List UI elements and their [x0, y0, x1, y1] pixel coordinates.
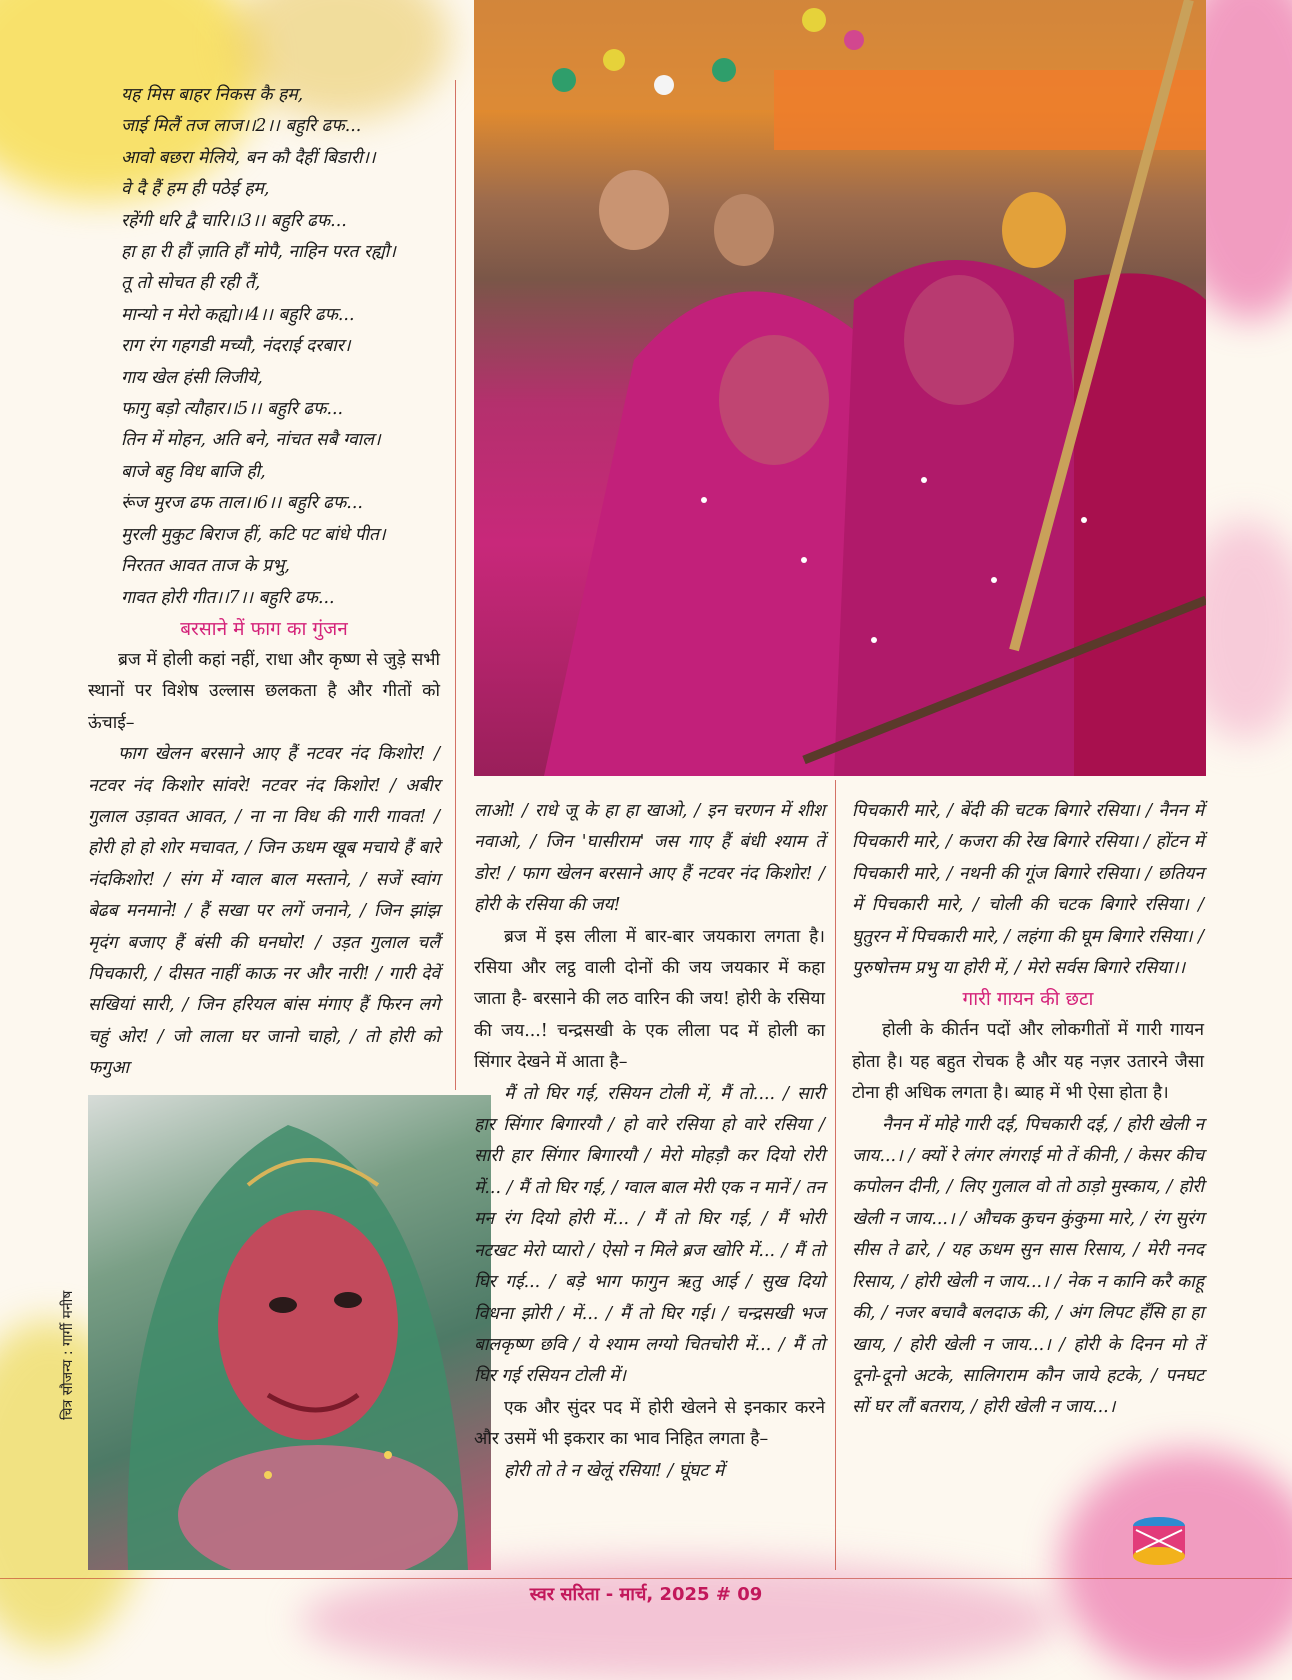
column-3: [852, 796, 1204, 1424]
verse-line: वे दै हैं हम ही पठेई हम,: [121, 179, 270, 200]
footer-separator: -: [599, 1584, 620, 1605]
page-footer: [0, 1582, 1292, 1612]
drum-icon: [1128, 1512, 1190, 1568]
section-heading: बरसाने में फाग का गुंजन: [180, 617, 348, 640]
page-number: 09: [737, 1584, 763, 1605]
photo-credit: चित्र सौजन्य : गार्गी मनीष: [60, 1290, 76, 1420]
verse-line: गावत होरी गीत।।7।। बहुरि ढफ...: [121, 587, 335, 608]
song-text: लाओ! / राधे जू के हा हा खाओ, / इन चरणन में शीश नवाओ, / जिन 'घासीराम' जस गाए हैं बंधी श्याम तें डोर! / फाग खेलन बरसाने आए हैं नटवर नंद किशोर! / होरी के रसिया की जय!: [474, 801, 825, 916]
verse-line: तिन में मोहन, अति बने, नांचत सबै ग्वाल।: [121, 430, 381, 451]
photo-illustration: [88, 1095, 491, 1570]
verse-line: गाय खेल हंसी लिजीये,: [121, 367, 263, 388]
photo-illustration: [474, 0, 1206, 776]
song-text: मैं तो घिर गई, रसियन टोली में, मैं तो.... / सारी हार सिंगार बिगारयौ / हो वारे रसिया हो वारे रसिया / सारी हार सिंगार बिगारयौ / मेरो मोहड़ौ कर दियो रोरी में... / मैं तो घिर गई, / ग्वाल बाल मेरी एक न मानें / तन मन रंग दियो होरी में... / मैं तो घिर गई, / मैं भोरी नटखट मेरो प्यारो / ऐसो न मिले ब्रज खोरि में... / मैं तो घिर गई... / बड़े भाग फागुन ऋतु आई / सुख दियो विधना झोरी / में... / मैं तो घिर गई। / चन्द्रसखी भज बालकृष्ण छवि / ये श्याम लग्यो चितचोरी में... / मैं तो घिर गई रसियन टोली में।: [474, 1083, 825, 1387]
verse-line: मुरली मुकुट बिराज हीं, कटि पट बांधे पीत।: [121, 524, 386, 545]
song-text: फाग खेलन बरसाने आए हैं नटवर नंद किशोर! / नटवर नंद किशोर सांवरे! नटवर नंद किशोर! / अबीर गुलाल उड़ावत आवत, / ना ना विध की गारी गावत! / होरी हो हो शोर मचावत, / जिन ऊधम खूब मचाये हैं बारे नंदकिशोर! / संग में ग्वाल बाल मस्ताने, / सजें स्वांग बेढब मनमाने! / हैं सखा पर लगें जनाने, / जिन झांझ मृदंग बजाए हैं बंसी की घनघोर! / उड़त गुलाल चलैं पिचकारी, / दीसत नाहीं काऊ नर और नारी! / गारी देवें सखियां सारी, / जिन हरियल बांस मंगाए हैं फिरन लगे चहुं ओर! / जो लाला घर जानो चाहो, / तो होरी को फगुआ: [88, 744, 440, 1079]
column-2: [474, 796, 825, 1487]
verse-line: रूंज मुरज ढफ ताल।।6।। बहुरि ढफ...: [121, 493, 363, 514]
body-paragraph: एक और सुंदर पद में होरी खेलने से इनकार करने और उसमें भी इकरार का भाव निहित लगता है–: [474, 1397, 825, 1450]
footer-hash: #: [709, 1584, 738, 1605]
verse-line: आवो बछरा मेलिये, बन कौ दैहीं बिडारी।।: [121, 147, 376, 168]
song-text: होरी तो ते न खेलूं रसिया! / घूंघट में: [504, 1460, 725, 1481]
song-text: नैनन में मोहे गारी दई, पिचकारी दई, / होरी खेली न जाय...। / क्यों रे लंगर लंगराई मो तें कीनी, / केसर कीच कपोलन दीनी, / लिए गुलाल वो तो ठाड़ो मुस्काय, / होरी खेली न जाय...। / औचक कुचन कुंकुमा मारे, / रंग सुरंग सीस ते ढारे, / यह ऊधम सुन सास रिसाय, / मेरी ननद रिसाय, / होरी खेली न जाय...। / नेक न कानि करै काहू की, / नजर बचावै बलदाऊ की, / अंग लिपट हँसि हा हा खाय, / होरी खेली न जाय...। / होरी के दिनन मो तें दूनो-दूनो अटके, सालिगराम कौन जाये हटके, / पनघट सों घर लौं बतराय, / होरी खेली न जाय...।: [852, 1114, 1204, 1418]
issue-date: मार्च, 2025: [619, 1584, 710, 1605]
magazine-title: स्वर सरिता: [529, 1584, 600, 1605]
verse-line: फागु बड़ो त्यौहार।।5।। बहुरि ढफ...: [121, 399, 344, 420]
verse-line: निरतत आवत ताज के प्रभु,: [121, 556, 290, 577]
verse-line: तू तो सोचत ही रही तैं,: [121, 273, 261, 294]
body-paragraph: ब्रज में होली कहां नहीं, राधा और कृष्ण से जुड़े सभी स्थानों पर विशेष उल्लास छलकता है और गीतों को ऊंचाई–: [88, 649, 440, 733]
verse-line: रहेंगी धरि द्वै चारि।।3।। बहुरि ढफ...: [121, 210, 347, 231]
verse-line: हा हा री हौं ज़ाति हौं मोपै, नाहिन परत रह्यौ।: [121, 242, 396, 263]
column-1: [88, 80, 440, 1085]
section-heading: गारी गायन की छटा: [962, 988, 1094, 1011]
verse-line: जाई मिलैं तज लाज।।2।। बहुरि ढफ...: [121, 116, 362, 137]
veiled-woman-photo: [88, 1095, 491, 1570]
verse-line: मान्यो न मेरो कह्यो।।4।। बहुरि ढफ...: [121, 304, 355, 325]
verse-line: राग रंग गहगडी मच्यौ, नंदराई दरबार।: [121, 336, 351, 357]
song-text: पिचकारी मारे, / बेंदी की चटक बिगारे रसिया। / नैनन में पिचकारी मारे, / कजरा की रेख बिगारे रसिया। / होंटन में पिचकारी मारे, / नथनी की गूंज बिगारे रसिया। / छतियन में पिचकारी मारे, / चोली की चटक बिगारे रसिया। / घुतुरन में पिचकारी मारे, / लहंगा की घूम बिगारे रसिया। / पुरुषोत्तम प्रभु या होरी में, / मेरो सर्वस बिगारे रसिया।।: [852, 801, 1204, 979]
footer-rule: [0, 1578, 1292, 1579]
verse-line: यह मिस बाहर निकस कै हम,: [121, 85, 304, 105]
verse-block: [88, 80, 440, 614]
holi-lathmar-photo: [474, 0, 1206, 776]
verse-line: बाजे बहु विध बाजि ही,: [121, 461, 266, 482]
column-rule: [455, 80, 456, 1090]
body-paragraph: ब्रज में इस लीला में बार-बार जयकारा लगता है। रसिया और लट्ठ वाली दोनों की जय जयकार में कहा जाता है- बरसाने की लठ वारिन की जय! होरी के रसिया की जय...! चन्द्रसखी के एक लीला पद में होली का सिंगार देखने में आता है–: [474, 926, 825, 1073]
body-paragraph: होली के कीर्तन पदों और लोकगीतों में गारी गायन होता है। यह बहुत रोचक है और यह नज़र उतारने जैसा टोना ही अधिक लगता है। ब्याह में भी ऐसा होता है।: [852, 1020, 1204, 1104]
column-rule: [835, 780, 836, 1570]
